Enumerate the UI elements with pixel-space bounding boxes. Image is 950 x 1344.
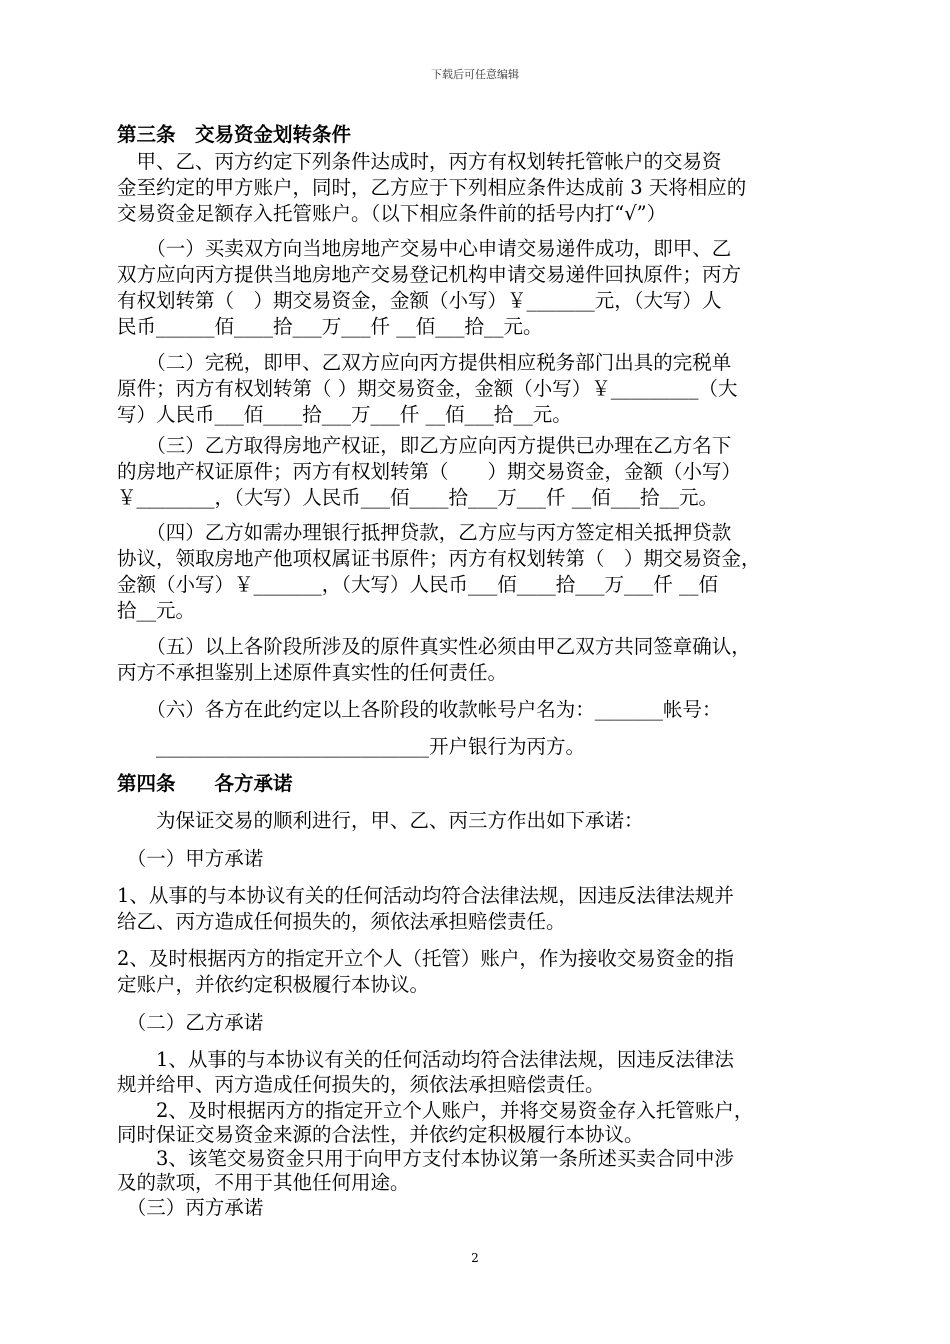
party-b-item-2-line-1: 2、及时根据丙方的指定开立个人账户，并将交易资金存入托管账户， [117,1099,754,1122]
condition-3-line-3: ￥________，（大写）人民币___佰____拾___万___仟 __佰___拾__元。 [117,486,718,509]
article-4-title: 第四条 各方承诺 [117,772,293,795]
condition-2-line-1: （二）完税，即甲、乙双方应向丙方提供相应税务部门出具的完税单 [117,351,732,374]
intro-line-1: 甲、乙、丙方约定下列条件达成时，丙方有权划转托管帐户的交易资 [117,150,722,173]
condition-5-line-2: 丙方不承担鉴别上述原件真实性的任何责任。 [117,661,508,684]
page-header: 下载后可任意编辑 [431,68,519,81]
condition-1-line-2: 双方应向丙方提供当地房地产交易登记机构申请交易递件回执原件；丙方 [117,263,742,286]
condition-2-line-3: 写）人民币___佰____拾___万___仟 __佰___拾__元。 [117,403,572,426]
condition-4-line-4: 拾__元。 [117,599,196,622]
party-b-heading: （二）乙方承诺 [117,1011,264,1034]
party-b-item-3-line-2: 及的款项，不用于其他任何用途。 [117,1171,410,1194]
condition-4-line-1: （四）乙方如需办理银行抵押贷款，乙方应与丙方签定相关抵押贷款 [117,521,732,544]
party-c-heading: （三）丙方承诺 [117,1196,264,1219]
condition-4-line-2: 协议，领取房地产他项权属证书原件；丙方有权划转第（ ）期交易资金， [117,547,761,570]
condition-1-line-3: 有权划转第（ ）期交易资金，金额（小写）￥_______元，（大写）人 [117,289,722,312]
condition-5-line-1: （五）以上各阶段所涉及的原件真实性必须由甲乙双方共同签章确认， [117,635,751,658]
party-b-item-1-line-1: 1、从事的与本协议有关的任何活动均符合法律法规，因违反法律法 [117,1048,734,1071]
condition-6-bank-line: ____________________________开户银行为丙方。 [117,735,586,758]
condition-1-line-4: 民币______佰____拾___万___仟 __佰___拾__元。 [117,315,543,338]
condition-2-line-2: 原件；丙方有权划转第（ ）期交易资金，金额（小写）￥_________（大 [117,377,738,400]
party-a-item-2-line-1: 2、及时根据丙方的指定开立个人（托管）账户，作为接收交易资金的指 [117,947,734,970]
party-a-heading: （一）甲方承诺 [117,847,264,870]
party-a-item-2-line-2: 定账户，并依约定积极履行本协议。 [117,973,430,996]
condition-4-line-3: 金额（小写）￥_______，（大写）人民币___佰____拾___万___仟 __佰 [117,573,718,596]
article-4-intro: 为保证交易的顺利进行，甲、乙、丙三方作出如下承诺： [117,809,644,832]
party-b-item-2-line-2: 同时保证交易资金来源的合法性，并依约定积极履行本协议。 [117,1123,644,1146]
party-a-item-1-line-1: 1、从事的与本协议有关的任何活动均符合法律法规，因违反法律法规并 [117,884,734,907]
party-b-item-1-line-2: 规并给甲、丙方造成任何损失的，须依法承担赔偿责任。 [117,1073,605,1096]
condition-3-line-2: 的房地产权证原件；丙方有权划转第（ ）期交易资金，金额（小写） [117,460,742,483]
intro-line-2: 金至约定的甲方账户，同时，乙方应于下列相应条件达成前 3 天将相应的 [117,176,747,199]
condition-3-line-1: （三）乙方取得房地产权证，即乙方应向丙方提供已办理在乙方名下 [117,434,732,457]
condition-1-line-1: （一）买卖双方向当地房地产交易中心申请交易递件成功，即甲、乙 [117,237,732,260]
page-number: 2 [471,1251,479,1265]
condition-6-line: （六）各方在此约定以上各阶段的收款帐号户名为：_______帐号： [117,698,722,721]
party-b-item-3-line-1: 3、该笔交易资金只用于向甲方支付本协议第一条所述买卖合同中涉 [117,1147,734,1170]
article-3-title: 第三条 交易资金划转条件 [117,123,352,146]
intro-line-3: 交易资金足额存入托管账户。（以下相应条件前的括号内打“√”） [117,202,667,225]
party-a-item-1-line-2: 给乙、丙方造成任何损失的，须依法承担赔偿责任。 [117,910,566,933]
